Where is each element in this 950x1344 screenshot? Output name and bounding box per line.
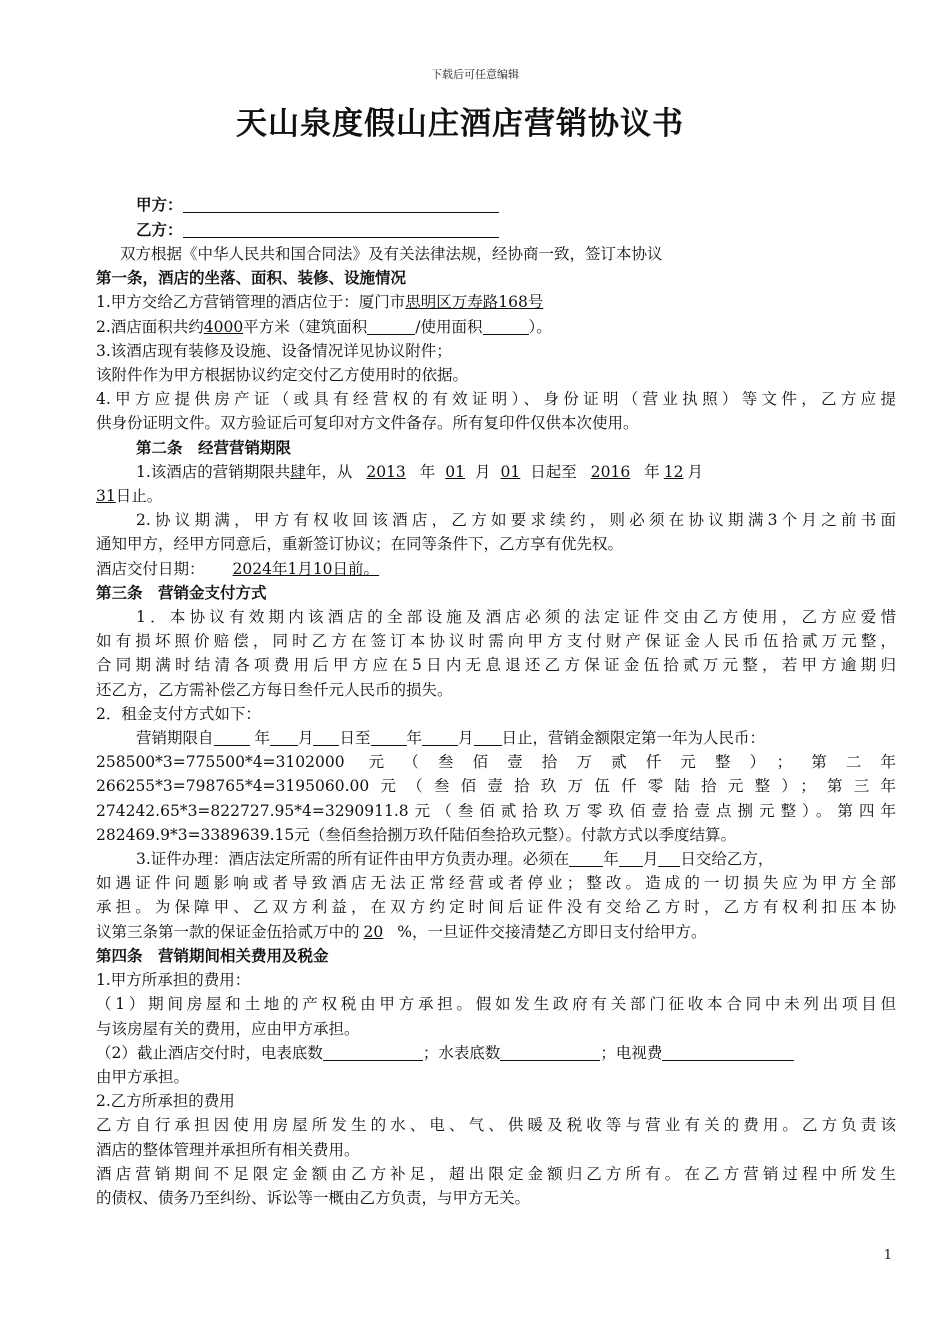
party-a-blank — [183, 196, 499, 213]
amount-line-1: 258500*3=775500*4=3102000 元（叁佰壹拾万贰仟元整）；第二年 — [96, 753, 896, 772]
article-1-item-1: 1.甲方交给乙方营销管理的酒店位于：厦门市思明区万寿路168号 — [96, 293, 544, 312]
party-b-label: 乙方： — [136, 220, 183, 239]
article-4-heading: 第四条 营销期间相关费用及税金 — [96, 945, 329, 965]
preamble: 双方根据《中华人民共和国合同法》及有关法律法规，经协商一致，签订本协议 — [120, 245, 663, 263]
party-b-blank — [183, 221, 499, 238]
document-title: 天山泉度假山庄酒店营销协议书 — [236, 106, 684, 142]
document-body — [96, 192, 896, 1210]
delivery-date: 酒店交付日期： 2024年1月10日前。 — [96, 559, 380, 578]
article-4-item-2-line-4: 的债权、债务乃至纠纷、诉讼等一概由乙方负责，与甲方无关。 — [96, 1188, 531, 1207]
article-2-item-2-line-2: 通知甲方，经甲方同意后，重新签订协议；在同等条件下，乙方享有优先权。 — [96, 535, 624, 554]
article-2-item-1: 1.该酒店的营销期限共肆年，从 2013 年 01 月 01 日起至 2016 年 12 月 — [136, 462, 704, 481]
article-3-item-3-line-4: 议第三条第一款的保证金伍拾贰万中的 20 %，一旦证件交接清楚乙方即日支付给甲方。 — [96, 922, 707, 941]
article-1-item-4-line-1: 4.甲方应提供房产证（或具有经营权的有效证明）、身份证明（营业执照）等文件，乙方应提 — [96, 390, 896, 409]
article-1-heading: 第一条，酒店的坐落、面积、装修、设施情况 — [96, 268, 407, 288]
article-4-item-1: 1.甲方所承担的费用： — [96, 971, 251, 990]
article-4-item-2: 2.乙方所承担的费用 — [96, 1092, 235, 1111]
amount-line-3: 274242.65*3=822727.95*4=3290911.8元（叁佰贰拾玖万零玖佰壹拾壹点捌元整）。第四年 — [96, 801, 896, 820]
article-4-item-1-1-line-2: 与该房屋有关的费用，应由甲方承担。 — [96, 1019, 360, 1038]
article-3-item-1-line-1: 1．本协议有效期内该酒店的全部设施及酒店必须的法定证件交由乙方使用，乙方应爱惜 — [136, 608, 896, 627]
article-1-item-3-note: 该附件作为甲方根据协议约定交付乙方使用时的依据。 — [96, 366, 469, 385]
article-4-item-2-line-3: 酒店营销期间不足限定金额由乙方补足，超出限定金额归乙方所有。在乙方营销过程中所发生 — [96, 1164, 896, 1183]
article-4-item-1-2-cont: 由甲方承担。 — [96, 1067, 190, 1086]
article-2-heading: 第二条 经营营销期限 — [136, 437, 292, 457]
article-4-item-1-2: （2）截止酒店交付时，电表底数 ；水表底数 ；电视费 — [96, 1041, 896, 1065]
article-2-item-1-cont: 31日止。 — [96, 487, 163, 506]
amount-line-2: 266255*3=798765*4=3195060.00元（叁佰壹拾玖万伍仟零陆拾元整）；第三年 — [96, 777, 896, 796]
header-note: 下载后可任意编辑 — [431, 68, 519, 81]
article-1-item-4-line-2: 供身份证明文件。双方验证后可复印对方文件备存。所有复印件仅供本次使用。 — [96, 414, 639, 433]
party-b-line — [96, 217, 896, 242]
article-1-item-3: 3.该酒店现有装修及设施、设备情况详见协议附件； — [96, 341, 452, 360]
article-3-item-3-line-2: 如遇证件问题影响或者导致酒店无法正常经营或者停业；整改。造成的一切损失应为甲方全部 — [96, 874, 896, 893]
article-3-item-2: 2．租金支付方式如下： — [96, 704, 261, 723]
article-3-item-3-line-1: 3.证件办理：酒店法定所需的所有证件由甲方负责办理。必须在 年 月 日交给乙方， — [136, 850, 774, 869]
article-1-item-2: 2.酒店面积共约4000平方米（建筑面积 /使用面积 ）。 — [96, 317, 552, 336]
party-a-label: 甲方： — [136, 195, 183, 214]
article-4-item-2-line-2: 酒店的整体管理并承担所有相关费用。 — [96, 1140, 360, 1159]
article-3-item-1-line-3: 合同期满时结清各项费用后甲方应在5日内无息退还乙方保证金伍拾贰万元整，若甲方逾期归 — [96, 656, 896, 675]
article-3-item-2-period: 营销期限自 年 月 日至 年 月 日止，营销金额限定第一年为人民币： — [136, 729, 766, 748]
amount-line-4: 282469.9*3=3389639.15元（叁佰叁拾捌万玖仟陆佰叁拾玖元整）。付款方式以季度结算。 — [96, 825, 736, 844]
article-3-item-3-line-3: 承担。为保障甲、乙双方利益，在双方约定时间后证件没有交给乙方时，乙方有权利扣压本协 — [96, 898, 896, 917]
article-3-item-1-line-2: 如有损坏照价赔偿，同时乙方在签订本协议时需向甲方支付财产保证金人民币伍拾贰万元整， — [96, 632, 896, 651]
article-4-item-2-line-1: 乙方自行承担因使用房屋所发生的水、电、气、供暖及税收等与营业有关的费用。乙方负责该 — [96, 1116, 896, 1135]
article-3-heading: 第三条 营销金支付方式 — [96, 582, 267, 602]
party-a-line — [96, 192, 896, 217]
page-number: 1 — [883, 1248, 892, 1263]
article-3-item-1-line-4: 还乙方，乙方需补偿乙方每日叁仟元人民币的损失。 — [96, 680, 453, 699]
article-4-item-1-1-line-1: （1）期间房屋和土地的产权税由甲方承担。假如发生政府有关部门征收本合同中未列出项目但 — [96, 995, 896, 1014]
article-2-item-2-line-1: 2.协议期满，甲方有权收回该酒店，乙方如要求续约，则必须在协议期满3个月之前书面 — [136, 511, 896, 530]
